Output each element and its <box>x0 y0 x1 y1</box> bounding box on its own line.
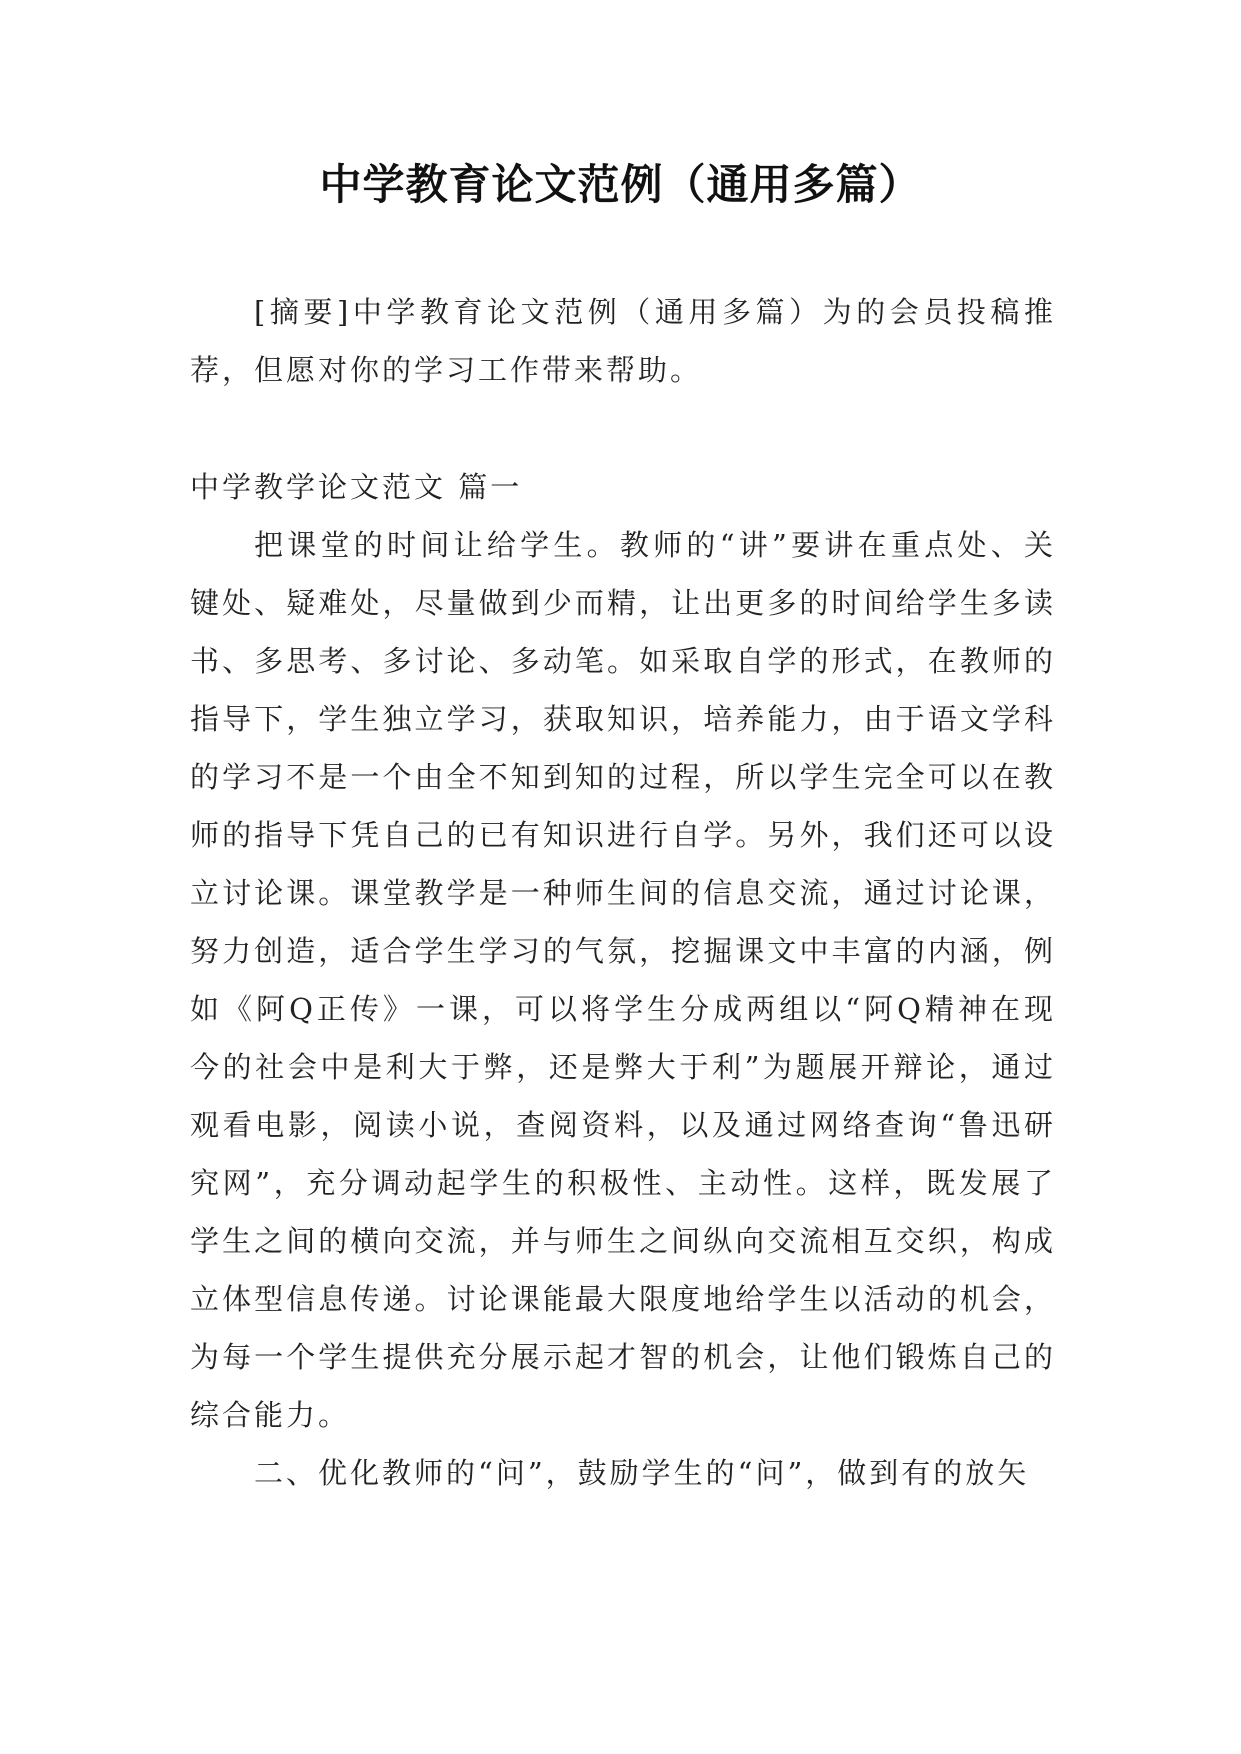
body-paragraph-2: 二、优化教师的“问”，鼓励学生的“问”，做到有的放矢 <box>254 1456 1030 1490</box>
abstract-paragraph: [摘要]中学教育论文范例（通用多篇）为的会员投稿推荐，但愿对你的学习工作带来帮助。 <box>190 295 1056 387</box>
document-title: 中学教育论文范例（通用多篇） <box>319 160 922 209</box>
section-heading: 中学教学论文范文 篇一 <box>190 470 523 504</box>
body-paragraph-1: 把课堂的时间让给学生。教师的“讲”要讲在重点处、关键处、疑难处，尽量做到少而精，让出更多的时间给学生多读书、多思考、多讨论、多动笔。如采取自学的形式，在教师的指导下，学生独立学习，获取知识，培养能力，由于语文学科的学习不是一个由全不知到知的过程，所以学生完全可以在教师的指导下凭自己的已有知识进行自学。另外，我们还可以设立讨论课。课堂教学是一种师生间的信息交流，通过讨论课，努力创造，适合学生学习的气氛，挖掘课文中丰富的内涵，例如《阿Q正传》一课，可以将学生分成两组以“阿Q精神在现今的社会中是利大于弊，还是弊大于利”为题展开辩论，通过观看电影，阅读小说，查阅资料，以及通过网络查询“鲁迅研究网”，充分调动起学生的积极性、主动性。这样，既发展了学生之间的横向交流，并与师生之间纵向交流相互交织，构成立体型信息传递。讨论课能最大限度地给学生以活动的机会，为每一个学生提供充分展示起才智的机会，让他们锻炼自己的综合能力。 <box>190 528 1056 1432</box>
